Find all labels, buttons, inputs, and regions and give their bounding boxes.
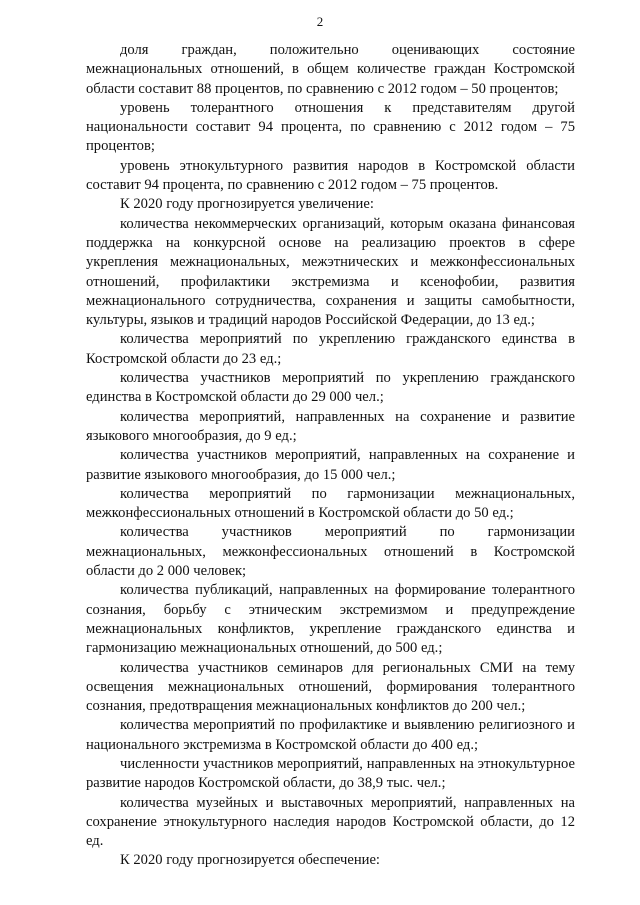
paragraph: количества некоммерческих организаций, которым оказана финансовая поддержка на конкурсной основе на реализацию проектов в сфере укрепления межнациональных, межэтнических и межконфессиональных отношений, профилактики экстремизма и ксенофобии, развития межнационального сотрудничества, сохранения и защиты самобытности, культуры, языков и традиций народов Российской Федерации, до 13 ед.; [86,215,575,329]
paragraph: количества музейных и выставочных мероприятий, направленных на сохранение этнокультурного наследия народов Костромской области, до 12 ед. [86,794,575,850]
paragraph: уровень этнокультурного развития народов в Костромской области составит 94 процента, по сравнению с 2012 годом – 75 процентов. [86,157,575,194]
paragraph: количества участников мероприятий по гармонизации межнациональных, межконфессиональных отношений в Костромской области до 2 000 человек; [86,524,575,580]
page-number: 2 [316,14,324,29]
paragraph: количества участников мероприятий, направленных на сохранение и развитие языкового многообразия, до 15 000 чел.; [86,447,575,483]
paragraph: количества мероприятий, направленных на сохранение и развитие языкового многообразия, до 9 ед.; [86,408,575,444]
paragraph: количества публикаций, направленных на формирование толерантного сознания, борьбу с этническим экстремизмом и предупреждение межнациональных конфликтов, укрепление гражданского единства и гармонизацию межнациональных отношений, до 500 ед.; [86,582,575,657]
document-body [86,41,575,871]
paragraph: К 2020 году прогнозируется увеличение: [120,196,374,213]
paragraph: численности участников мероприятий, направленных на этнокультурное развитие народов Костромской области, до 38,9 тыс. чел.; [86,755,575,792]
paragraph: количества мероприятий по профилактике и выявлению религиозного и национального экстремизма в Костромской области до 400 ед.; [86,717,575,753]
paragraph: количества мероприятий по укреплению гражданского единства в Костромской области до 23 ед.; [86,331,575,367]
paragraph: К 2020 году прогнозируется обеспечение: [120,852,380,869]
paragraph: количества участников мероприятий по укреплению гражданского единства в Костромской области до 29 000 чел.; [86,370,575,406]
paragraph: доля граждан, положительно оценивающих состояние межнациональных отношений, в общем количестве граждан Костромской области составит 88 процентов, по сравнению с 2012 годом – 50 процентов; [86,42,575,97]
paragraph: количества участников семинаров для региональных СМИ на тему освещения межнациональных отношений, формирования толерантного сознания, предотвращения межнациональных конфликтов до 200 чел.; [86,659,575,715]
paragraph: количества мероприятий по гармонизации межнациональных, межконфессиональных отношений в Костромской области до 50 ед.; [86,485,575,522]
paragraph: уровень толерантного отношения к представителям другой национальности составит 94 процента, по сравнению с 2012 годом – 75 процентов; [86,99,575,155]
